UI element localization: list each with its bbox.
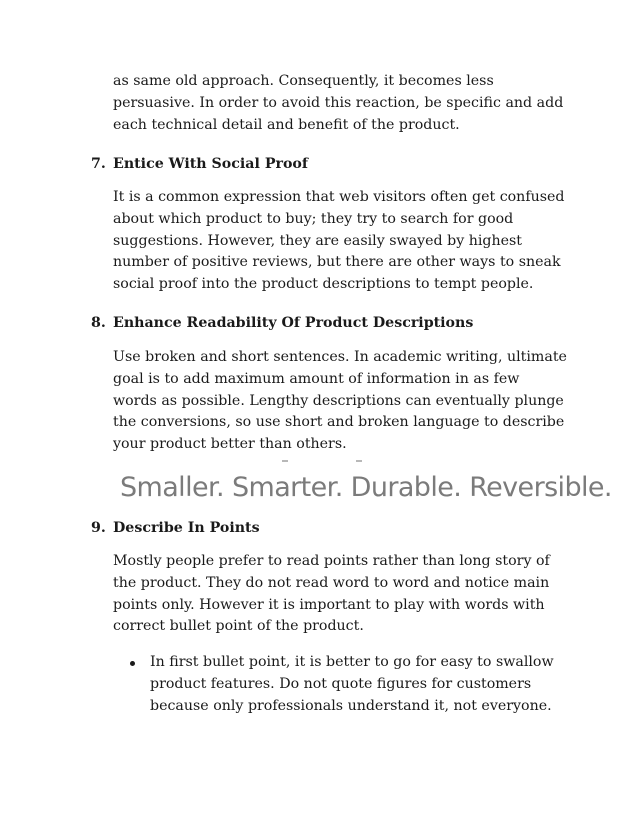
bullet-line: because only professionals understand it, not everyone. <box>150 697 552 714</box>
banner-mark <box>356 460 362 462</box>
section-number: 7. <box>91 156 106 172</box>
paragraph-line: goal is to add maximum amount of information in as few <box>113 370 520 387</box>
paragraph-line: as same old approach. Consequently, it becomes less <box>113 73 494 89</box>
section-7-heading <box>91 154 308 174</box>
section-9-paragraph <box>113 551 563 638</box>
paragraph-line: Use broken and short sentences. In academic writing, ultimate <box>113 349 567 365</box>
section-8-paragraph <box>113 347 567 456</box>
paragraph-line: persuasive. In order to avoid this reaction, be specific and add <box>113 94 564 111</box>
paragraph-line: your product better than others. <box>113 436 347 453</box>
paragraph-line: It is a common expression that web visitors often get confused <box>113 189 565 205</box>
intro-paragraph <box>113 71 563 136</box>
bullet-text <box>150 652 554 717</box>
paragraph-line: social proof into the product descriptions to tempt people. <box>113 276 534 293</box>
paragraph-line: the conversions, so use short and broken language to describe <box>113 414 565 431</box>
banner-text: Smaller. Smarter. Durable. Reversible. <box>120 472 612 503</box>
banner-mark <box>282 460 288 462</box>
section-title: Enhance Readability Of Product Descriptions <box>113 315 474 331</box>
bullet-line: product features. Do not quote figures for customers <box>150 675 532 692</box>
paragraph-line: each technical detail and benefit of the product. <box>113 116 460 133</box>
paragraph-line: about which product to buy; they try to search for good <box>113 210 514 227</box>
section-9-heading <box>91 518 260 538</box>
paragraph-line: suggestions. However, they are easily swayed by highest <box>113 232 522 249</box>
section-title: Entice With Social Proof <box>113 156 308 172</box>
bullet-dot-icon <box>130 661 135 666</box>
section-number: 9. <box>91 520 106 536</box>
paragraph-line: Mostly people prefer to read points rather than long story of <box>113 553 550 569</box>
section-number: 8. <box>91 315 106 331</box>
section-8-heading <box>91 313 473 333</box>
section-title: Describe In Points <box>113 520 260 536</box>
paragraph-line: words as possible. Lengthy descriptions can eventually plunge <box>113 392 564 409</box>
section-7-paragraph <box>113 187 563 296</box>
paragraph-line: number of positive reviews, but there are other ways to sneak <box>113 254 561 271</box>
product-banner-image <box>120 460 612 508</box>
paragraph-line: the product. They do not read word to word and notice main <box>113 574 550 591</box>
bullet-line: In first bullet point, it is better to go for easy to swallow <box>150 654 554 670</box>
paragraph-line: correct bullet point of the product. <box>113 618 364 635</box>
paragraph-line: points only. However it is important to play with words with <box>113 596 545 613</box>
